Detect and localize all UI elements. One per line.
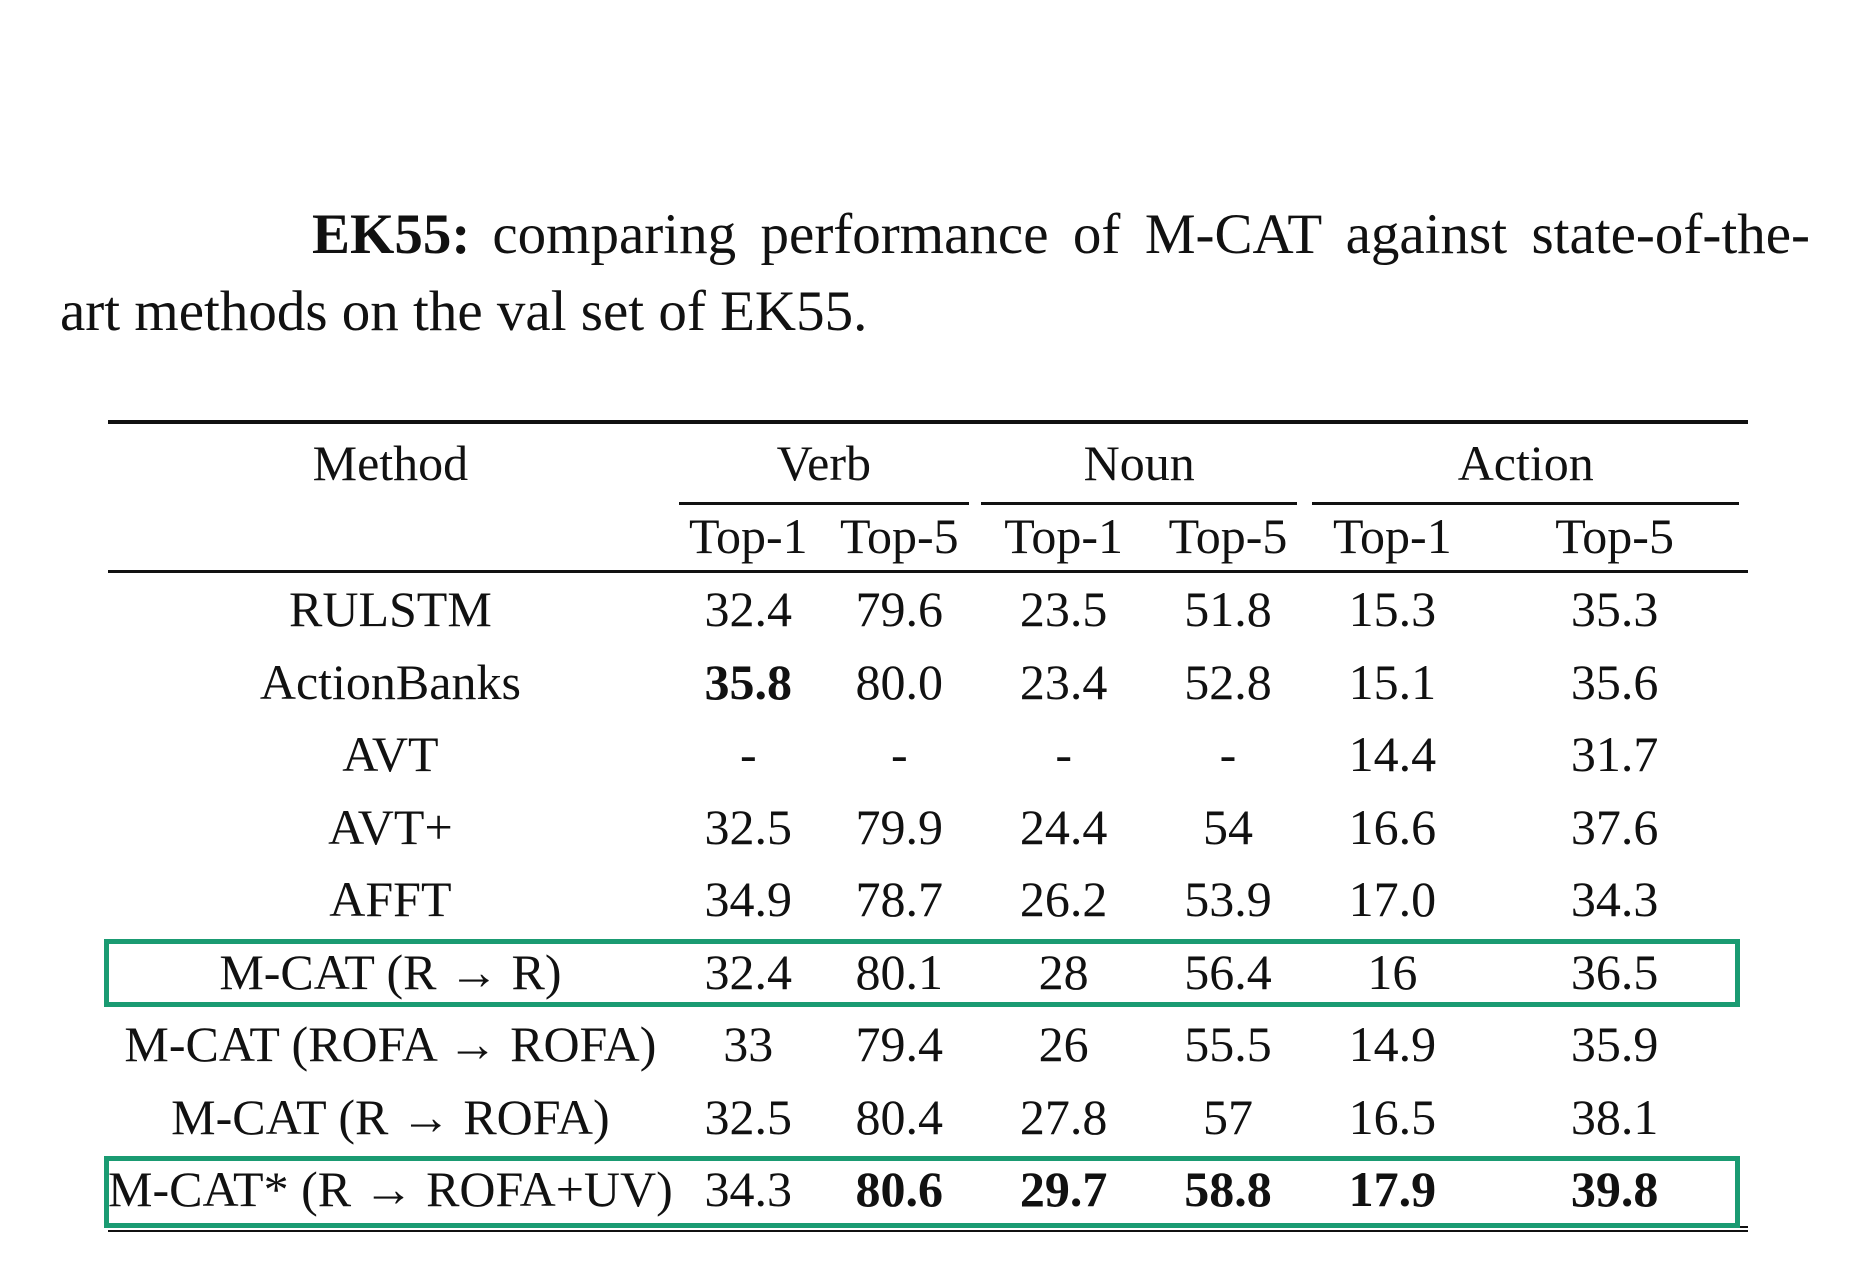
- method-cell: RULSTM: [288, 581, 492, 638]
- caption-lead: EK55:: [312, 203, 471, 266]
- method-cell: M-CAT (R → ROFA): [171, 1088, 610, 1145]
- value-cell: 16: [1367, 943, 1418, 1000]
- value-cell: 52.8: [1184, 653, 1272, 710]
- value-cell: 34.3: [1570, 871, 1659, 928]
- value-cell: 78.7: [855, 871, 944, 928]
- header-row-groups: [108, 422, 1748, 502]
- table-row: [108, 1081, 1748, 1154]
- method-cell: AFFT: [329, 871, 452, 928]
- table-row: [108, 1153, 1748, 1229]
- value-cell: 33: [723, 1016, 774, 1073]
- group-header-action: Action: [1304, 422, 1749, 502]
- value-cell: 29.7: [1019, 1161, 1108, 1218]
- value-cell: 17.9: [1348, 1161, 1437, 1218]
- subheader-verb-top1: Top-1: [688, 508, 808, 564]
- value-cell: 55.5: [1184, 1016, 1272, 1073]
- empty-header-cell: [108, 502, 673, 572]
- value-cell: 38.1: [1570, 1088, 1659, 1145]
- value-cell: 26: [1038, 1016, 1089, 1073]
- method-cell: M-CAT (ROFA → ROFA): [124, 1016, 657, 1073]
- table-row: [108, 646, 1748, 719]
- value-cell: 80.1: [855, 943, 944, 1000]
- value-cell: 35.9: [1570, 1016, 1659, 1073]
- header-row-metrics: [108, 502, 1748, 572]
- table-row: [108, 572, 1748, 646]
- value-cell: -: [739, 726, 757, 783]
- value-cell: -: [1055, 726, 1072, 783]
- value-cell: 32.5: [704, 1088, 793, 1145]
- value-cell: 79.4: [855, 1016, 944, 1073]
- value-cell: 14.9: [1348, 1016, 1437, 1073]
- value-cell: 16.6: [1348, 798, 1437, 855]
- group-header-verb: Verb: [673, 422, 975, 502]
- value-cell: 32.5: [704, 798, 793, 855]
- value-cell: 23.4: [1019, 653, 1108, 710]
- value-cell: 35.8: [704, 653, 793, 710]
- value-cell: 56.4: [1184, 943, 1272, 1000]
- value-cell: 39.8: [1570, 1161, 1659, 1218]
- results-table: [108, 420, 1748, 1232]
- value-cell: 58.8: [1184, 1161, 1272, 1218]
- value-cell: 23.5: [1019, 581, 1108, 638]
- value-cell: 79.9: [855, 798, 944, 855]
- value-cell: 17.0: [1348, 871, 1437, 928]
- table-row: [108, 936, 1748, 1009]
- value-cell: 57: [1203, 1088, 1253, 1145]
- value-cell: 27.8: [1019, 1088, 1108, 1145]
- value-cell: 15.1: [1348, 653, 1437, 710]
- value-cell: 54: [1203, 798, 1253, 855]
- value-cell: 35.3: [1570, 581, 1659, 638]
- value-cell: -: [890, 726, 908, 783]
- value-cell: 24.4: [1019, 798, 1108, 855]
- value-cell: 31.7: [1570, 726, 1659, 783]
- method-cell: AVT+: [328, 798, 453, 855]
- table-row: [108, 863, 1748, 936]
- table-row: [108, 718, 1748, 791]
- method-cell: AVT: [342, 726, 439, 783]
- subheader-action-top5: Top-5: [1555, 508, 1674, 564]
- table-row: [108, 791, 1748, 864]
- value-cell: 28: [1038, 943, 1089, 1000]
- value-cell: 37.6: [1570, 798, 1659, 855]
- subheader-noun-top5: Top-5: [1168, 508, 1288, 564]
- subheader-action-top1: Top-1: [1333, 508, 1452, 564]
- subheader-noun-top1: Top-1: [1004, 508, 1123, 564]
- value-cell: 80.4: [855, 1088, 944, 1145]
- value-cell: 16.5: [1348, 1088, 1437, 1145]
- subheader-verb-top5: Top-5: [839, 508, 959, 564]
- value-cell: 51.8: [1184, 581, 1272, 638]
- value-cell: 36.5: [1570, 943, 1659, 1000]
- value-cell: 79.6: [855, 581, 944, 638]
- value-cell: 15.3: [1348, 581, 1437, 638]
- method-cell: ActionBanks: [259, 653, 521, 710]
- value-cell: 80.0: [855, 653, 944, 710]
- value-cell: 35.6: [1570, 653, 1659, 710]
- method-header: Method: [312, 435, 469, 491]
- table-row: [108, 1008, 1748, 1081]
- value-cell: 80.6: [855, 1161, 944, 1218]
- method-cell: M-CAT (R → R): [219, 943, 562, 1000]
- caption-text: comparing performance of M-CAT against state-of-the-art methods on the val set of EK55.: [60, 203, 1810, 343]
- value-cell: 26.2: [1019, 871, 1108, 928]
- table-caption: [60, 196, 1810, 350]
- value-cell: 32.4: [704, 581, 793, 638]
- value-cell: -: [1219, 726, 1237, 783]
- value-cell: 53.9: [1184, 871, 1272, 928]
- value-cell: 14.4: [1348, 726, 1437, 783]
- value-cell: 32.4: [704, 943, 793, 1000]
- value-cell: 34.3: [704, 1161, 793, 1218]
- method-cell: M-CAT* (R → ROFA+UV): [108, 1161, 673, 1218]
- group-header-noun: Noun: [975, 422, 1304, 502]
- value-cell: 34.9: [704, 871, 793, 928]
